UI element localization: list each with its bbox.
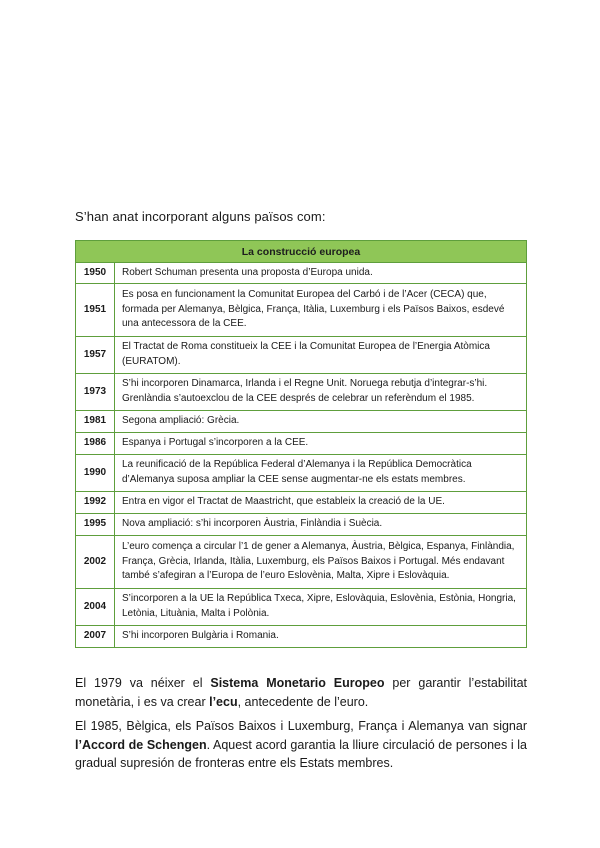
table-row (76, 433, 527, 455)
paragraph-schengen (75, 717, 527, 773)
timeline-table (75, 240, 527, 648)
row-year: 1981 (76, 411, 115, 433)
row-year: 1950 (76, 263, 115, 284)
table-header-row (76, 241, 527, 263)
para1-bold-sme: Sistema Monetario Europeo (210, 676, 385, 690)
para1-text-c: per garantir l’estabilitat monetària, i es va crear (75, 676, 528, 709)
paragraph-sme (75, 674, 527, 711)
row-text: Nova ampliació: s’hi incorporen Àustria, Finlàndia i Suècia. (115, 514, 527, 536)
row-year: 1990 (76, 455, 115, 492)
row-text: S’hi incorporen Bulgària i Romania. (115, 626, 527, 648)
table-row (76, 284, 527, 337)
row-text: Entra en vigor el Tractat de Maastricht, que estableix la creació de la UE. (115, 492, 527, 514)
para2-text-a: El 1985, Bèlgica, els Països Baixos i Luxemburg, França i Alemanya van signar (75, 719, 527, 733)
row-year: 1973 (76, 374, 115, 411)
table-row (76, 536, 527, 589)
row-year: 1951 (76, 284, 115, 337)
para1-bold-ecu: l’ecu (209, 694, 238, 709)
table-row (76, 514, 527, 536)
row-text: L’euro comença a circular l’1 de gener a Alemanya, Àustria, Bèlgica, Espanya, Finlàndia, França, Grècia, Irlanda, Itàlia, Luxemburg, els Països Baixos i Portugal. Més endavant també s’afegiran a l’Europa de l’euro Eslovènia, Malta, Xipre i Eslovàquia. (115, 536, 527, 589)
table-row (76, 492, 527, 514)
row-year: 2004 (76, 589, 115, 626)
table-row (76, 626, 527, 648)
intro-text: S’han anat incorporant alguns països com: (75, 209, 326, 224)
row-year: 1986 (76, 433, 115, 455)
row-year: 1957 (76, 337, 115, 374)
row-text: El Tractat de Roma constitueix la CEE i la Comunitat Europea de l’Energia Atòmica (EURATOM). (115, 337, 527, 374)
table-row (76, 589, 527, 626)
row-text: Es posa en funcionament la Comunitat Europea del Carbó i de l’Acer (CECA) que, formada per Alemanya, Bèlgica, França, Itàlia, Luxemburg i els Països Baixos, esdevé una antecessora de la CEE. (115, 284, 527, 337)
row-year: 1992 (76, 492, 115, 514)
row-text: S’incorporen a la UE la República Txeca, Xipre, Eslovàquia, Eslovènia, Estònia, Hongria, Letònia, Lituània, Malta i Polònia. (115, 589, 527, 626)
para1-text-a: El 1979 va néixer el (75, 676, 211, 690)
row-text: S’hi incorporen Dinamarca, Irlanda i el Regne Unit. Noruega rebutja d’integrar-s’hi. Grenlàndia s’autoexclou de la CEE després de celebrar un referèndum el 1985. (115, 374, 527, 411)
para2-text-c: . Aquest acord garantia la lliure circulació de persones i la gradual supresión de fronteras entre els Estats membres. (75, 737, 527, 770)
table-row (76, 455, 527, 492)
table-row (76, 374, 527, 411)
row-year: 1995 (76, 514, 115, 536)
table-row (76, 411, 527, 433)
row-text: Robert Schuman presenta una proposta d’Europa unida. (115, 263, 527, 284)
row-year: 2007 (76, 626, 115, 648)
table-title: La construcció europea (76, 241, 527, 263)
row-text: Espanya i Portugal s’incorporen a la CEE. (115, 433, 527, 455)
table-row (76, 337, 527, 374)
row-text: La reunificació de la República Federal d’Alemanya i la República Democràtica d’Alemanya suposa ampliar la CEE sense augmentar-ne els estats membres. (115, 455, 527, 492)
row-year: 2002 (76, 536, 115, 589)
row-text: Segona ampliació: Grècia. (115, 411, 527, 433)
para2-bold-schengen: l’Accord de Schengen (75, 737, 207, 752)
table-row (76, 263, 527, 284)
para1-text-d: , antecedente de l’euro. (237, 694, 369, 709)
